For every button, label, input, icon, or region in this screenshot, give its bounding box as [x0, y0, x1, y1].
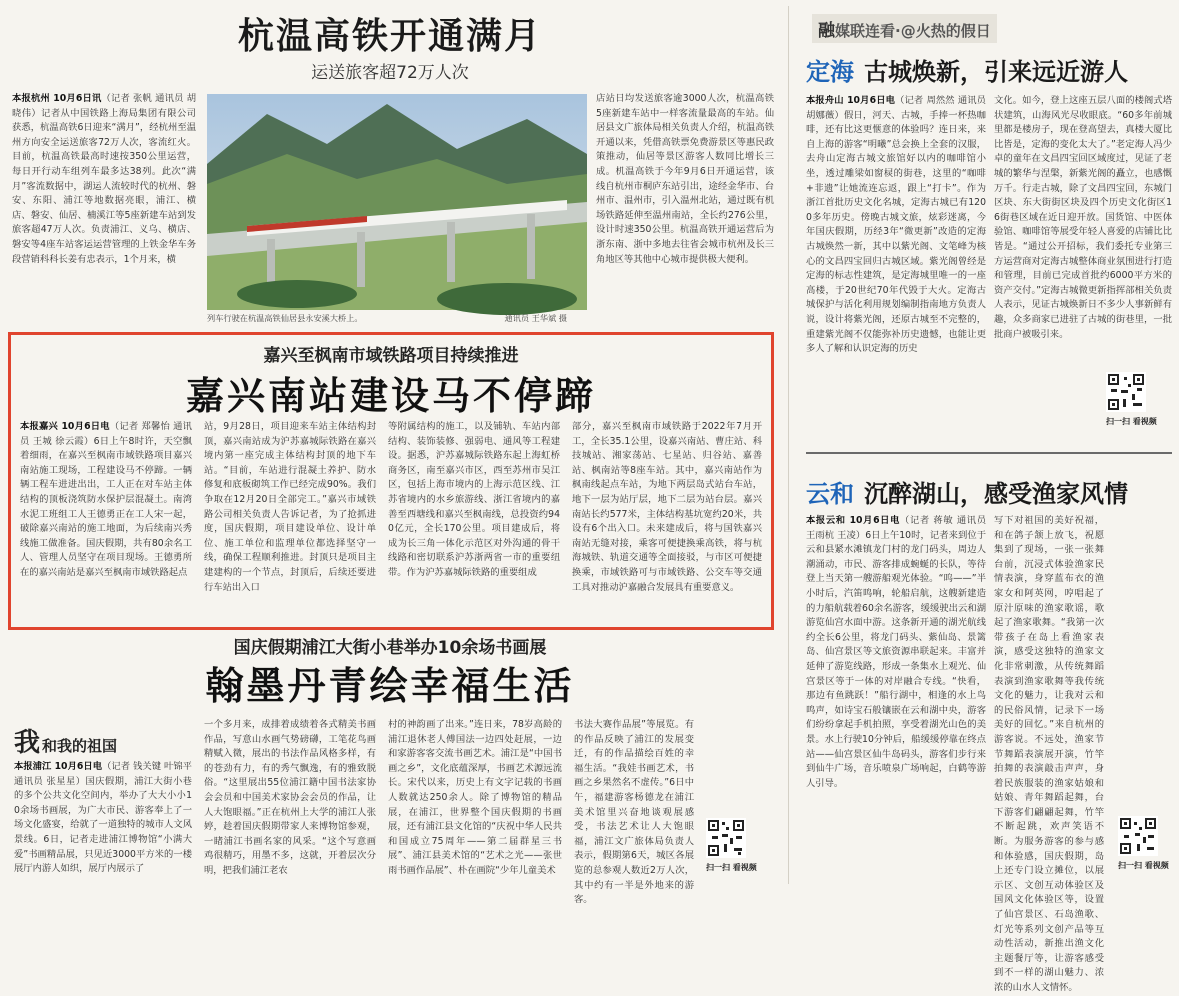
photo-credit: 通讯员 王华斌 摄 — [504, 313, 567, 323]
yunhe-place: 云和 — [806, 480, 854, 508]
qr-pujiang[interactable] — [706, 818, 757, 873]
dinghai-place: 定海 — [806, 58, 854, 86]
photo-caption — [207, 313, 587, 324]
article3-dateline: 本报浦江 10月6日电 — [14, 761, 103, 772]
article3-text-2: 一个多月来，成排着成绩着各式精美书画作品，写意山水画气势磅礴，工笔花鸟画精赋入微，展出的书法作品风格多样，有的苍劲有力，有的秀气飘逸，有的雅致脱俗。“这里展出55位浦江籍中国书法家协会会员和中国美术家协会会员的作品，让人大饱眼福。”正在杭州上大学的浦江人张婷，趁着国庆假期带家人来博物馆参观，一睹浦江书画名家的风采。“这个写意画鸡很精巧，用墨不多，这就，开着层次分明，把我们浦江老农 — [204, 719, 376, 876]
article3-text-4: 书法大赛作品展”等展览。有的作品反映了浦江的发展变迁，有的作品描绘百姓的幸福生活。“我娃书画艺术，书画之乡果然名不虚传。”6日中午，福建游客杨德龙在浦江美术馆里兴奋地谈观展感受，书法艺术让人大饱眼福，浦江文广旅体局负责人表示，假期第6天，城区各展览的总参观人数近2万人次，其中约有一半是外地来的游客。 — [574, 719, 694, 906]
photo-caption-text: 列车行驶在杭温高铁仙居县永安溪大桥上。 — [207, 313, 363, 323]
column-head-text: 和我的祖国 — [42, 737, 118, 755]
yunhe-column-2 — [994, 514, 1104, 993]
sidebar-tag-big: 融 — [818, 21, 835, 41]
yunhe-title — [806, 474, 1128, 509]
article3-byline: （记者 钱关键 叶锦平 通讯员 张星星） — [14, 761, 192, 787]
qr-dinghai[interactable] — [1106, 372, 1157, 427]
article2-column-4 — [572, 420, 762, 620]
article2-text-4: 部分，嘉兴至枫南市域铁路于2022年7月开工，全长35.1公里，设嘉兴南站、曹庄站、科技城站、湘家荡站、七星站、归谷站、嘉善站、枫南站等8座车站。其中，嘉兴南站作为枫南线起点车站，为地下两层岛式站台车站，地下一层为站厅层，地下二层为站台层。嘉兴南站长约577米，主体结构基坑宽约20米，共设有6个出入口。未来建成后，将与国铁嘉兴南站无缝对接，乘客可便捷换乘高铁，将与杭海城铁、轨道交通等全面接驳，与市区可便捷换乘，市域铁路可与市域铁路、公交车等交通工具对推动沪嘉融合发展具有重要意义。 — [572, 421, 762, 593]
yunhe-text-2: 写下对祖国的美好祝福，和在鸽子颔上放飞，祝愿集到了现场，一张一张舞台前，沉浸式体验渔家民情表演，身穿蓝布衣的渔家女和阿英网，哼唱起了原汁原味的渔家歌谣，歌起了渔家歌舞。“我第一次带孩子在岛上看渔家表演，感受这独特的渔家文化非常刺激，从传统舞蹈表演到渔家歌舞等我传统文化的魅力，让我对云和的民俗风情，记录下一场美好的回忆。”来自杭州的游客说。不远处，渔家节节舞蹈表演展开演，竹竿拍舞的表演敲击声声，身着民族服装的渔家姑娘和姑娘、青年舞蹈起舞，台下游客们翩翩起舞，竹竿不断起跳，欢声笑语不断。为服务游客的参与感和体验感，国庆假期，岛上还专门设立摊位，以展示区、文创互动体验区及国风文化体验区等，设置了仙宫景区、石岛渔歌、灯光等系列文创产品等互动性活动，新推出渔文化主题餐厅等，让游客感受到不一样的湖山魅力、浓浓的山水人文情怀。 — [994, 515, 1104, 993]
dinghai-column-2 — [994, 94, 1172, 366]
dinghai-text-2: 文化。如今，登上这座五层八面的楼阁式塔状建筑，山海风光尽收眼底。“60多年前城里都是楼房子，现在登高望去，真楼大厦比比皆是，定海的变化太大了。”老定海人冯少卓的童年在文昌四宝回区域度过，见证了老城的繁华与涅槃，新紫光阁的矗立，也感慨万千。行走古城，除了文昌四宝回，东城门区块、东大街街区块及四个历史文化街区16街巷区域在近日迎开放。国货馆、中医体验馆、咖啡馆等展受年轻人喜爱的店铺比比皆是。“通过公开招标，我们委托专业第三方运营商对定海古城整体商业氛围进行打造和管理，目前已完成首批约6000平方米的资产交付。”定海古城微更新指挥部相关负责人表示，见证古城焕新日不多少人事新鲜有趣，众多商家已进驻了古城的街巷里，一批批商户被吸引来。 — [994, 95, 1172, 340]
article1-text-1: 记者从中国铁路上海局集团有限公司获悉，杭温高铁6日迎来“满月”，经杭州至温州方向安全运送旅客72万人次，客流红火。目前，杭温高铁最高时速按350公里运营，每日开行动车组列车最多达38列。此次“满月”客流数据中，湖运人流较时代的杭州、磐安、东阳、浦江等地数据亮眼，浦江、横店、磐安、仙居、楠溪江等5座新建车站到发旅客超47万人次。负责浦江、义乌、横店、磐安等4座车站客运运营管理的上铁金华车务段营销科科长姜有忠表示，1个月来，横 — [12, 107, 196, 265]
headline-jiaxing: 嘉兴南站建设马不停蹄 — [185, 374, 596, 418]
train-bridge-illustration — [207, 94, 587, 310]
article1-column-1 — [12, 92, 196, 324]
sidebar-separator — [806, 452, 1172, 454]
yunhe-text-1: 6日上午10时，记者来到位于云和县紧水滩镇龙门村的龙门码头，周边人潮涌动，市民、游客排成蜿蜒的长队，等待登上当天第一艘游船观光体验。“呜——”半小时后，汽笛鸣响，轮船启航，这艘新建造的力船航载着60余名游客，缓缓驶出云和湖游览仙宫水面中游。这条新开通的湖光航线约全长6公里，将龙门码头、紫仙岛、景篱岛、仙宫景区等文旅资源串联起来。丰富并延伸了游览线路，形成一条集水上观光、仙宫景区等于一体的对岸融合专线。“快看，那边有鱼跳跃！”船行湖中，相逢的水上鸟鸣声，如诗宝石般镶嵌在云和湖中央，游客们纷纷拿起手机拍照，享受着湖光山色的美景。水上行驶10分钟后，船缓缓停靠在终点站——仙宫景区仙牛岛码头，游客们步行来到仙牛广场，音乐喷泉广场响起，白鹤等游人引导。 — [806, 529, 986, 789]
subheadline-hangwen: 运送旅客超72万人次 — [311, 63, 469, 83]
qr-label-dinghai: 扫一扫 看视频 — [1106, 417, 1157, 426]
dinghai-column-1 — [806, 94, 986, 446]
dinghai-byline: （记者 周然然 通讯员 胡娜薇） — [806, 95, 986, 121]
article2-text-3: 等附属结构的施工，以及铺轨、车站内部结构、装饰装修、强弱电、通风等工程建设。据悉，沪苏嘉城际铁路东起上海虹桥商务区，南至嘉兴市区，西至苏州市吴江区，包括上海市境内的上海示范区线、江苏省境内的水乡旅游线、浙江省境内的嘉善至西塘线和嘉兴至枫南线，总投资约940亿元，全长170公里。项目建成后，将成为长三角一体化示范区对外沟通的骨干线路和密切联系沪苏浙两省一市的重要纽带。作为沪苏嘉城际铁路的重要组成 — [388, 421, 560, 578]
article3-column-4 — [574, 718, 694, 906]
sidebar-tag-text: 媒联连看·@火热的假日 — [835, 22, 991, 40]
article3-text-1: 国庆假期，浦江大街小巷的多个公共文化空间内，举办了大大小小10余场书画展，为广大市民、游客奉上了一场文化盛宴，给就了一道独特的城市人文风景线。6日，记者走进浦江博物馆“小满大爱”书画精品展，只见近3000平方米的一楼展厅内游人如织，展厅内展示了 — [14, 775, 192, 875]
yunhe-headline: 沉醉湖山，感受渔家风情 — [864, 480, 1128, 508]
article1-text-4: 店站日均发送旅客逾3000人次，杭温高铁5座新建车站中一样客流量最高的车站。仙居县文广旅体局相关负责人介绍，杭温高铁开通以来，凭借高铁票免费游景区等惠民政策推动，仙居等景区游客人数同比增长三成。机温高铁于今年9月6日开通运营，该线自杭州市桐庐东站引出，途经金华市、台州市、温州市，引入温州北站，通过既有机场铁路延伸至温州南站，全长约276公里，设计时速350公里。杭温高铁开通运营后为浙东南、浙中多地去往省会城市杭州及长三角地区等其他中心城市提供极大便利。 — [596, 93, 774, 265]
dinghai-dateline: 本报舟山 10月6日电 — [806, 95, 896, 106]
kicker-pujiang: 国庆假期浦江大街小巷举办10余场书画展 — [233, 638, 547, 658]
article2-text-2: 站，9月28日，项目迎来车站主体结构封顶，嘉兴南站成为沪苏嘉城际铁路在嘉兴境内第一座完成主体结构封顶的地下车站。“目前，车站进行混凝土养护、防水修复和底板砌筑工作已经完成90%。我们争取在12月20日全部完工。”嘉兴市域铁路公司相关负责人告诉记者，为了抢抓进度，国庆假期，项目建设单位、设计单位、施工单位和监理单位都选择坚守一线，确保工程顺利推进。封顶只是项目主建建构的一个节点，封顶后，后续还要进行车站出入口 — [204, 421, 376, 593]
article2-byline: （记者 郑馨怡 通讯员 王城 徐云霞） — [20, 421, 192, 447]
qr-label-yunhe: 扫一扫 看视频 — [1118, 861, 1169, 870]
dinghai-column-2-tail — [994, 370, 1078, 446]
qr-code-icon — [706, 818, 746, 858]
dinghai-text-1: 假日，河天、古城，手捧一杯热咖啡，还有比这更惬意的体验吗？连日来，来自上海的游客“明曦”总会换上全套的汉服，去舟山定海古城文旅馆好以内的咖啡馆小坐，透过雕梁如窗棂的街巷，这里的“咖啡+非遗”让她流连忘返，跟上“打卡”。作为浙江首批历史文化名城，定海古城已有1200多年历史。傍晚古城文旅，炫彩迷离，今年国庆假期，历经3年“微更新”改造的定海古城焕然一新，其中以紫光阁、文笔峰为核心的文昌四宝回归古城区域。紫光阁曾经是定海的标志性建筑，是定海城里唯一的一座高楼，于20世纪70年代毁于大火。定海古城保护与活化利用规划编制指南地方负责人说，设计将紫光阁，还原古城至不完整的，重建紫光阁不仅能弥补历史遗憾，也能让更多人了解和认识定海的历史 — [806, 109, 986, 355]
qr-yunhe[interactable] — [1118, 816, 1169, 871]
dinghai-title — [806, 52, 1128, 87]
train-bridge-photo — [207, 94, 587, 310]
kicker-jiaxing: 嘉兴至枫南市域铁路项目持续推进 — [263, 346, 519, 366]
qr-label-pujiang: 扫一扫 看视频 — [706, 863, 757, 872]
article3-text-3: 村的神韵画了出来。”连日来，78岁高龄的浦江退休老人傅国法一边四处赶展，一边和家游客客交流书画艺术。浦江是“中国书画之乡”，文化底蕴深厚，书画艺术源远流长。宋代以来，历史上有文字记载的书画人数就达250余人。除了博物馆的精品展，在浦江，世界整个国庆假期的书画展，还有浦江县文化馆的“庆祝中华人民共和国成立75周年——第二届群星三书展”、浦江县美术馆的“艺术之光——张世雨书画作品展”、朴在画院“少年儿童美术 — [388, 719, 562, 876]
qr-code-icon — [1118, 816, 1158, 856]
article3-column-3 — [388, 718, 562, 884]
sidebar-section-tag — [812, 14, 997, 43]
yunhe-column-1 — [806, 514, 986, 884]
article1-byline: （记者 张帆 通讯员 胡晓伟） — [12, 93, 196, 119]
dinghai-headline: 古城焕新，引来远近游人 — [864, 58, 1128, 86]
article2-column-3 — [388, 420, 560, 620]
column-head-my-country — [14, 722, 117, 759]
headline-pujiang: 翰墨丹青绘幸福生活 — [205, 664, 575, 708]
article3-column-2 — [204, 718, 376, 884]
article1-dateline: 本报杭州 10月6日讯 — [12, 93, 102, 104]
article1-column-4 — [596, 92, 774, 324]
column-divider — [788, 6, 789, 884]
column-head-big-char: 我 — [14, 728, 41, 758]
qr-code-icon — [1106, 372, 1146, 412]
article2-column-2 — [204, 420, 376, 620]
headline-hangwen: 杭温高铁开通满月 — [237, 16, 542, 57]
article2-column-1 — [20, 420, 192, 620]
article2-text-1: 6日上午8时许，天空飘着细雨，在嘉兴至枫南市域铁路项目嘉兴南站施工现场，工程建设马不停蹄。一辆辆工程车进进出出，工人正在对车站主体结构的顶板浇筑防水保护层混凝土。南湾水泥工班组工人王德勇正在工人宋一起，破除嘉兴南站的施工地面，为后续南兴秀线施工做准备。国庆假期，共有80余名工人、管理人员坚守在项目现场。王德勇所在的嘉兴南站是嘉兴至枫南市域铁路起点 — [20, 435, 192, 578]
article2-dateline: 本报嘉兴 10月6日电 — [20, 421, 110, 432]
article3-column-1 — [14, 760, 192, 884]
yunhe-dateline: 本报云和 10月6日电 — [806, 515, 901, 526]
yunhe-byline: （记者 蒋敏 通讯员 王雨杭 王凌） — [806, 515, 986, 541]
